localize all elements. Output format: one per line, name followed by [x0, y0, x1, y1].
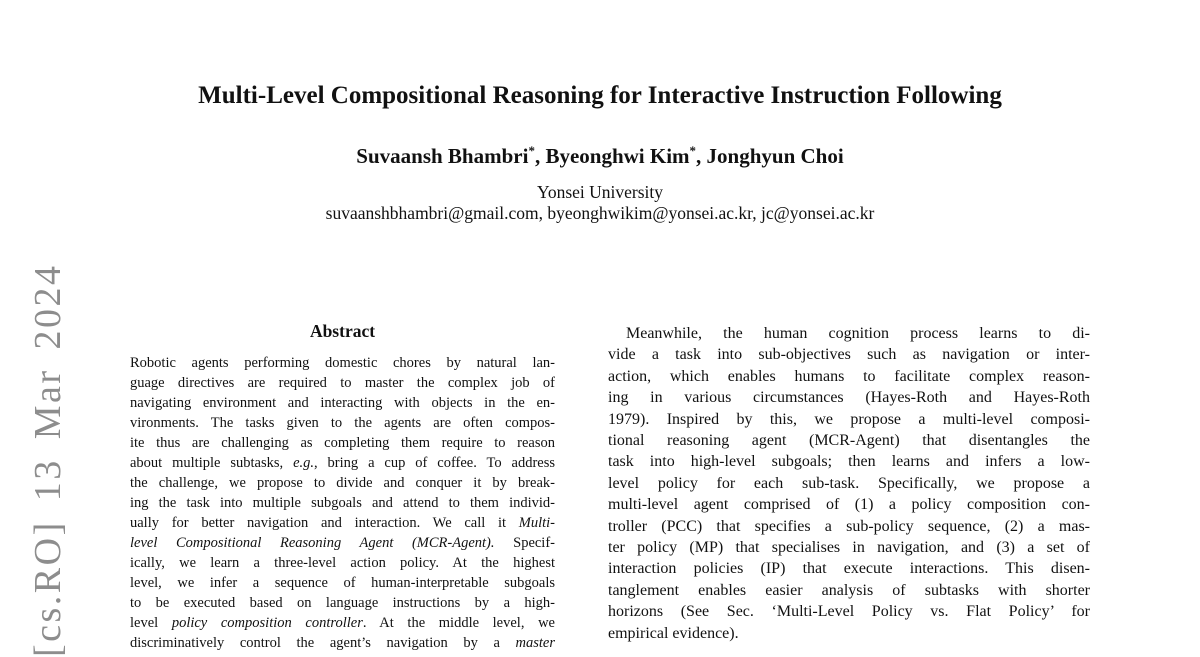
text-line: navigating environment and interacting with objects in the en-: [130, 395, 555, 411]
text-line: level policy for each sub-task. Specifically, we propose a: [608, 474, 1090, 492]
authors-line: [0, 138, 1200, 169]
text-line: empirical evidence).: [608, 624, 739, 642]
right-column: [608, 323, 1090, 644]
text-line: ter policy (MP) that specialises in navigation, and (3) a set of: [608, 539, 1090, 557]
text-line: vironments. The tasks given to the agents are often compos-: [130, 415, 555, 431]
text-line: tional reasoning agent (MCR-Agent) that disentangles the: [608, 432, 1090, 450]
author-separator: ,: [534, 144, 546, 168]
author-footnote-mark: *: [689, 143, 697, 158]
author-name: Jonghyun Choi: [706, 144, 844, 168]
abstract-text: [130, 353, 555, 653]
author-name: Byeonghwi Kim: [545, 144, 690, 168]
text-line: horizons (See Sec. ‘Multi-Level Policy vs. Flat Policy’ for: [608, 603, 1090, 621]
abstract-heading: Abstract: [309, 321, 376, 341]
text-line: ically, we learn a three-level action policy. At the highest: [130, 555, 555, 571]
text-line: discriminatively control the agent’s navigation by a master: [130, 635, 555, 651]
text-line: Robotic agents performing domestic chores by natural lan-: [130, 355, 555, 371]
arxiv-watermark: [cs.RO] 13 Mar 2024: [27, 263, 69, 657]
text-line: the challenge, we propose to divide and conquer it by break-: [130, 475, 555, 491]
text-line: interaction policies (IP) that execute interactions. This disen-: [608, 560, 1090, 578]
text-line: ing in various circumstances (Hayes-Roth and Hayes-Roth: [608, 389, 1090, 407]
author-separator: ,: [696, 144, 707, 168]
text-line: vide a task into sub-objectives such as navigation or inter-: [608, 346, 1090, 364]
text-line: task into high-level subgoals; then learns and infers a low-: [608, 453, 1090, 471]
left-column: [130, 321, 555, 653]
text-line: guage directives are required to master the complex job of: [130, 375, 555, 391]
text-line: about multiple subtasks, e.g., bring a cup of coffee. To address: [130, 455, 555, 471]
text-line: to be executed based on language instructions by a high-: [130, 595, 555, 611]
affiliation: Yonsei University: [536, 182, 664, 202]
text-line: ing the task into multiple subgoals and attend to them individ-: [130, 495, 555, 511]
author-footnote-mark: *: [528, 143, 535, 158]
text-line: ite thus are challenging as completing them require to reason: [130, 435, 555, 451]
intro-paragraph: [608, 323, 1090, 644]
text-line: level policy composition controller. At the middle level, we: [130, 615, 555, 631]
text-line: 1979). Inspired by this, we propose a multi-level composi-: [608, 410, 1090, 428]
text-line: ually for better navigation and interaction. We call it Multi-: [130, 515, 555, 531]
paper-title: Multi-Level Compositional Reasoning for Interactive Instruction Following: [198, 82, 1002, 109]
text-line: action, which enables humans to facilitate complex reason-: [608, 367, 1090, 385]
text-line: Meanwhile, the human cognition process learns to di-: [626, 325, 1090, 342]
text-line: tanglement enables easier analysis of subtasks with shorter: [608, 581, 1090, 599]
text-line: level, we infer a sequence of human-interpretable subgoals: [130, 575, 555, 591]
text-line: multi-level agent comprised of (1) a policy composition con-: [608, 496, 1090, 514]
text-line: level Compositional Reasoning Agent (MCR-Agent). Specif-: [130, 535, 555, 551]
author-emails: suvaanshbhambri@gmail.com, byeonghwikim@yonsei.ac.kr, jc@yonsei.ac.kr: [325, 203, 875, 223]
author-name: Suvaansh Bhambri: [356, 144, 529, 168]
text-line: troller (PCC) that specifies a sub-policy sequence, (2) a mas-: [608, 517, 1090, 535]
